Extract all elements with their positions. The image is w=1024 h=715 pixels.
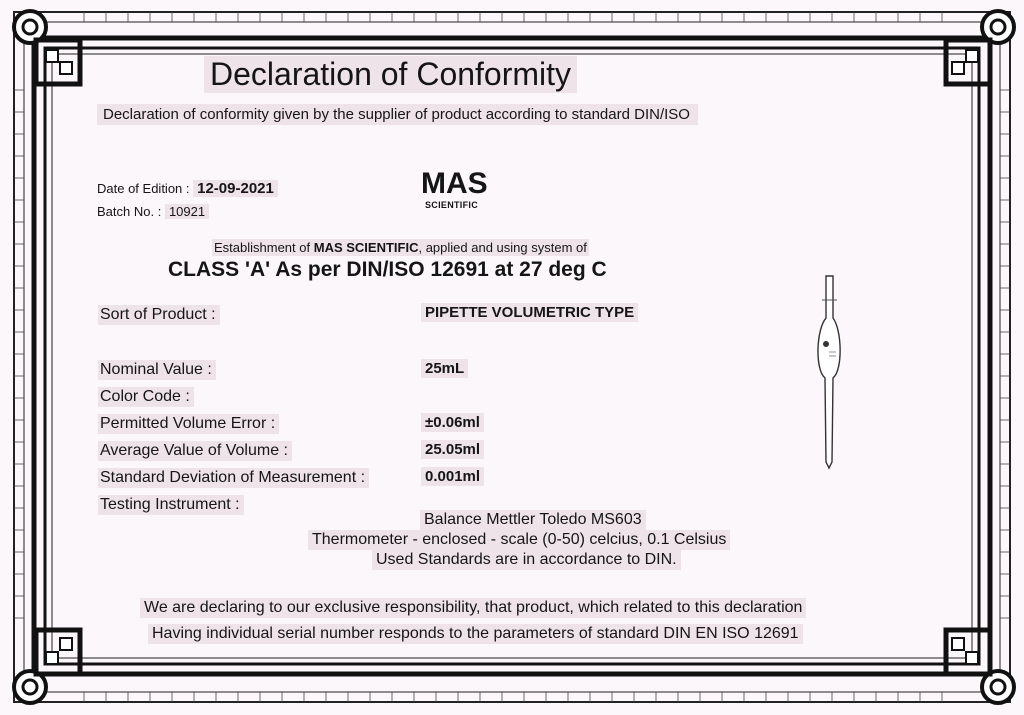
brand-logo: MAS: [421, 167, 488, 200]
batch-number: [97, 204, 209, 219]
establish-post: , applied and using system of: [418, 240, 587, 255]
standard-deviation-label: Standard Deviation of Measurement :: [98, 468, 369, 488]
declaration-footer-line-1: We are declaring to our exclusive responsibility, that product, which related to this declaration: [140, 598, 806, 618]
sort-of-product-value: PIPETTE VOLUMETRIC TYPE: [421, 303, 638, 322]
standard-deviation-value: 0.001ml: [421, 467, 484, 486]
permitted-volume-error-label: Permitted Volume Error :: [98, 414, 279, 434]
date-value: 12-09-2021: [193, 180, 278, 197]
establish-pre: Establishment of: [214, 240, 311, 255]
document-subtitle: Declaration of conformity given by the supplier of product according to standard DIN/ISO: [97, 104, 698, 125]
instrument-line-3: Used Standards are in accordance to DIN.: [372, 550, 681, 570]
instrument-line-1: Balance Mettler Toledo MS603: [420, 510, 646, 530]
pipette-illustration-icon: [818, 276, 840, 468]
declaration-footer-line-2: Having individual serial number responds to the parameters of standard DIN EN ISO 12691: [148, 624, 803, 644]
instrument-line-2: Thermometer - enclosed - scale (0-50) celcius, 0.1 Celsius: [308, 530, 730, 550]
establishment-line: [212, 239, 589, 256]
page-title: Declaration of Conformity: [204, 56, 577, 93]
date-of-edition: [97, 180, 278, 197]
batch-label: Batch No. :: [97, 204, 162, 219]
nominal-value: 25mL: [421, 359, 468, 378]
brand-logo-subtitle: SCIENTIFIC: [425, 200, 479, 210]
sort-of-product-label: Sort of Product :: [98, 305, 220, 325]
date-label: Date of Edition :: [97, 181, 190, 196]
permitted-volume-error-value: ±0.06ml: [421, 413, 484, 432]
average-volume-value: 25.05ml: [421, 440, 484, 459]
nominal-value-label: Nominal Value :: [98, 360, 216, 380]
batch-value: 10921: [165, 204, 209, 219]
class-standard-line: CLASS 'A' As per DIN/ISO 12691 at 27 deg C: [168, 258, 607, 281]
testing-instrument-label: Testing Instrument :: [98, 495, 244, 515]
average-volume-label: Average Value of Volume :: [98, 441, 292, 461]
color-code-label: Color Code :: [98, 387, 194, 407]
establish-company: MAS SCIENTIFIC: [313, 240, 419, 255]
